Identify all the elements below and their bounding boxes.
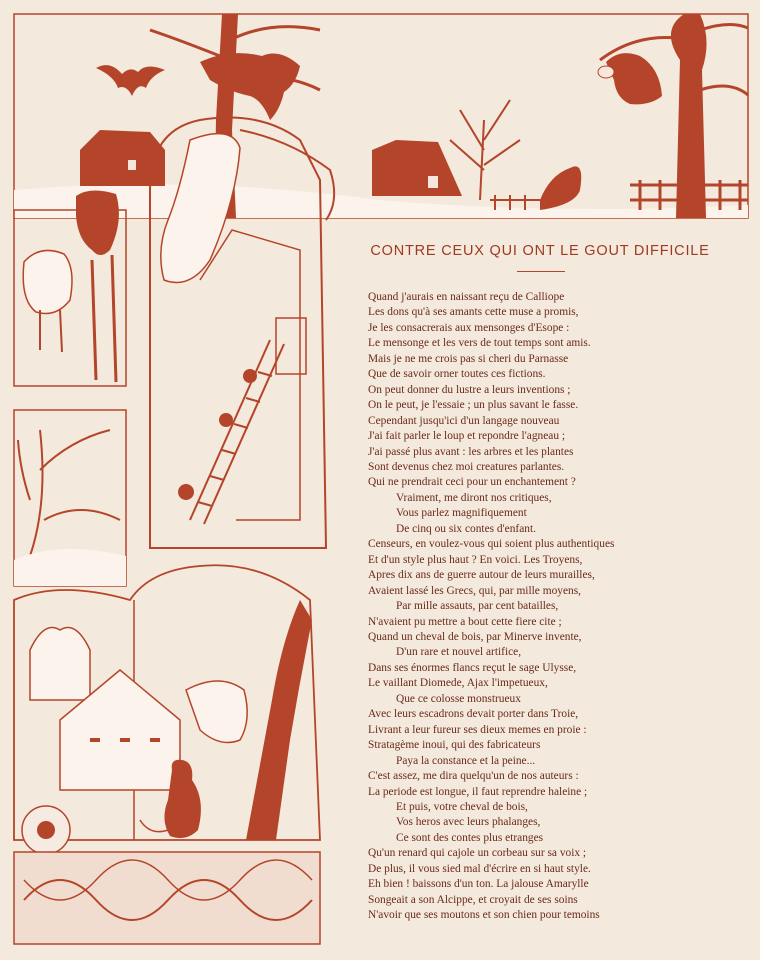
- lamb-icon: [23, 250, 72, 313]
- fox-icon: [540, 166, 581, 210]
- poem-line: Le vaillant Diomede, Ajax l'impetueux,: [368, 677, 548, 690]
- soldier-icon: [178, 484, 194, 500]
- poem-line: De plus, il vous sied mal d'écrire en si haut style.: [368, 862, 591, 875]
- poem-line: Qui ne prendrait ceci pour un enchantement ?: [368, 476, 576, 489]
- trojan-horse-panel: [150, 118, 334, 549]
- soldier-icon: [219, 413, 233, 427]
- poem-line: Et puis, votre cheval de bois,: [396, 800, 528, 813]
- ladder-icon: [190, 340, 284, 524]
- poem-line: On le peut, je l'essaie ; un plus savant le fasse.: [368, 399, 579, 412]
- poem-line: Apres dix ans de guerre autour de leurs murailles,: [368, 569, 595, 582]
- soldier-icon: [243, 369, 257, 383]
- poem-line: Paya la constance et la peine...: [396, 754, 536, 767]
- wolf-lamb-scene: [14, 190, 126, 386]
- poem-line: Mais je ne me crois pas si cheri du Parnasse: [368, 352, 569, 365]
- church-tower-icon: [30, 628, 90, 701]
- poem-line: Songeait a son Alcippe, et croyait de ses soins: [368, 893, 578, 906]
- lace-border: [14, 852, 320, 944]
- poem-line: Censeurs, en voulez-vous qui soient plus authentiques: [368, 538, 615, 551]
- poem-line: Ce sont des contes plus etranges: [396, 831, 544, 844]
- poem-line: Eh bien ! baissons d'un ton. La jalouse Amarylle: [368, 878, 589, 891]
- poem-line: De cinq ou six contes d'enfant.: [396, 522, 536, 535]
- poem-line: Vraiment, me diront nos critiques,: [396, 491, 552, 504]
- poem-line: Que de savoir orner toutes ces fictions.: [368, 368, 546, 381]
- poem-line: Cependant jusqu'ici d'un langage nouveau: [368, 414, 560, 427]
- poem-line: Les dons qu'à ses amants cette muse a promis,: [368, 306, 579, 319]
- poem-line: Que ce colosse monstrueux: [396, 692, 521, 705]
- wooden-horse-icon: [161, 134, 240, 283]
- poem-title: CONTRE CEUX QUI ONT LE GOUT DIFFICILE: [370, 243, 710, 259]
- poem-line: La periode est longue, il faut reprendre haleine ;: [368, 785, 588, 798]
- fence-icon: [630, 180, 748, 210]
- crow-with-cheese-icon: [606, 53, 662, 104]
- poem-line: Et d'un style plus haut ? En voici. Les Troyens,: [368, 553, 583, 566]
- poem-line: Livrant a leur fureur ses dieux memes en proie :: [368, 723, 587, 736]
- poem-line: C'est assez, me dira quelqu'un de nos auteurs :: [368, 770, 579, 783]
- tower-icon: [276, 318, 306, 374]
- poem-line: Avaient lassé les Grecs, qui, par mille moyens,: [368, 584, 581, 597]
- top-scene: [14, 14, 748, 218]
- tree-trunk-icon: [246, 600, 312, 840]
- bat-icon: [96, 65, 165, 96]
- poem-line: Le mensonge et les vers de tout temps sont amis.: [368, 337, 591, 350]
- poem-line: Vos heros avec leurs phalanges,: [396, 816, 541, 829]
- poem-line: Dans ses énormes flancs reçut le sage Ulysse,: [368, 661, 577, 674]
- poem-line: J'ai passé plus avant : les arbres et les plantes: [368, 445, 574, 458]
- poem-line: Par mille assauts, par cent batailles,: [396, 600, 559, 613]
- title-divider: [517, 271, 565, 272]
- poem-line: On peut donner du lustre a leurs inventions ;: [368, 383, 571, 396]
- poem-line: Sont devenus chez moi creatures parlantes.: [368, 460, 565, 473]
- cat-rat-scene: [14, 565, 320, 840]
- poem-line: Vous parlez magnifiquement: [396, 507, 527, 520]
- poem-line: N'avoir que ses moutons et son chien pour temoins: [368, 909, 600, 922]
- cat-icon: [186, 681, 247, 742]
- poem-line: Avec leurs escadrons devait porter dans Troie,: [368, 708, 579, 721]
- poem-line: Qu'un renard qui cajole un corbeau sur sa voix ;: [368, 847, 587, 860]
- cat-in-tree-icon: [200, 53, 300, 120]
- house-center-icon: [372, 140, 462, 196]
- house-left-icon: [80, 130, 165, 186]
- poem-line: Stratagème inoui, qui des fabricateurs: [368, 739, 541, 752]
- poem-line: Quand j'aurais en naissant reçu de Calliope: [368, 291, 565, 303]
- poem-text: [368, 290, 748, 924]
- winter-branches-scene: [14, 410, 126, 586]
- small-tree-icon: [450, 100, 520, 200]
- wolf-icon: [76, 190, 119, 255]
- poem-line: Je les consacrerais aux mensonges d'Esope :: [368, 321, 570, 334]
- poem-line: J'ai fait parler le loup et repondre l'agneau ;: [368, 430, 566, 443]
- poem-line: Quand un cheval de bois, par Minerve invente,: [368, 630, 582, 643]
- poem-line: N'avaient pu mettre a bout cette fiere cite ;: [368, 615, 562, 628]
- poem-line: D'un rare et nouvel artifice,: [396, 646, 522, 659]
